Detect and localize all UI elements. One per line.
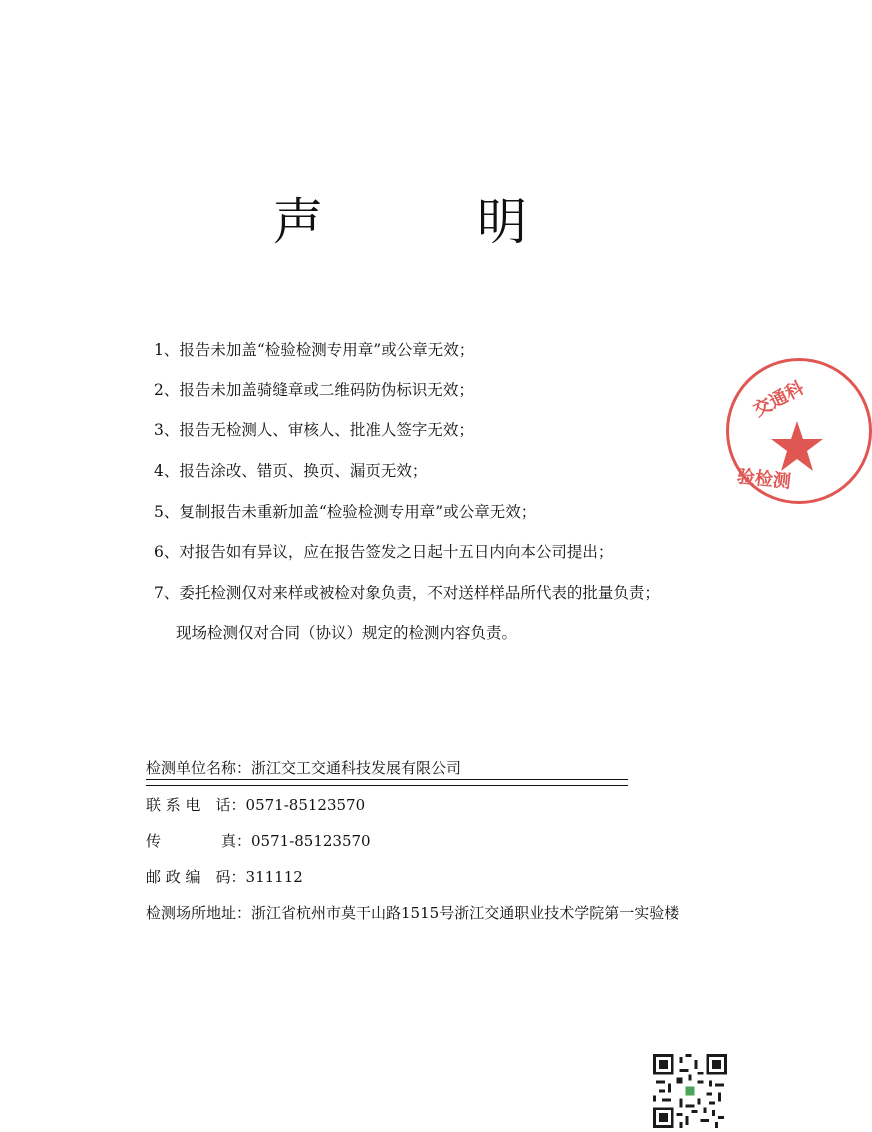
fax-row [146,831,371,851]
seal-star-icon [771,421,823,471]
clause-item: 3、报告无检测人、审核人、批准人签字无效； [154,421,474,439]
clause-item: 7、委托检测仅对来样或被检对象负责，不对送样样品所代表的批量负责； [154,584,660,602]
clause-item: 5、复制报告未重新加盖“检验检测专用章”或公章无效； [154,503,537,521]
address-label: 检测场所地址： [146,904,252,922]
clause-item: 2、报告未加盖骑缝章或二维码防伪标识无效； [154,381,474,399]
clause-item: 4、报告涂改、错页、换页、漏页无效； [154,462,428,480]
unit-name-value: 浙江交工交通科技发展有限公司 [251,759,462,777]
unit-name-row [146,758,461,778]
phone-row [146,795,365,815]
postcode-row [146,867,303,887]
page-title: 声 明 [273,193,579,251]
phone-value: 0571-85123570 [245,796,366,814]
unit-name-label: 检测单位名称： [146,759,252,777]
official-seal-stamp [726,358,872,504]
clause-item-continuation: 现场检测仅对合同（协议）规定的检测内容负责。 [176,624,518,642]
anti-counterfeit-qr-code-icon [653,1054,727,1128]
clause-item: 1、报告未加盖“检验检测专用章”或公章无效； [154,341,475,359]
fax-value: 0571-85123570 [251,832,371,850]
address-row [146,903,679,923]
seal-bottom-text: 验检测 [735,466,792,493]
double-rule-divider [146,779,628,786]
clause-item: 6、对报告如有异议，应在报告签发之日起十五日内向本公司提出； [154,543,614,561]
address-value: 浙江省杭州市莫干山路1515号浙江交通职业技术学院第一实验楼 [251,904,680,922]
fax-label: 传 真： [146,832,252,850]
phone-label: 联 系 电 话： [146,796,246,814]
postcode-label: 邮 政 编 码： [146,868,246,886]
postcode-value: 311112 [245,868,303,886]
seal-top-text: 交通科 [749,377,808,422]
